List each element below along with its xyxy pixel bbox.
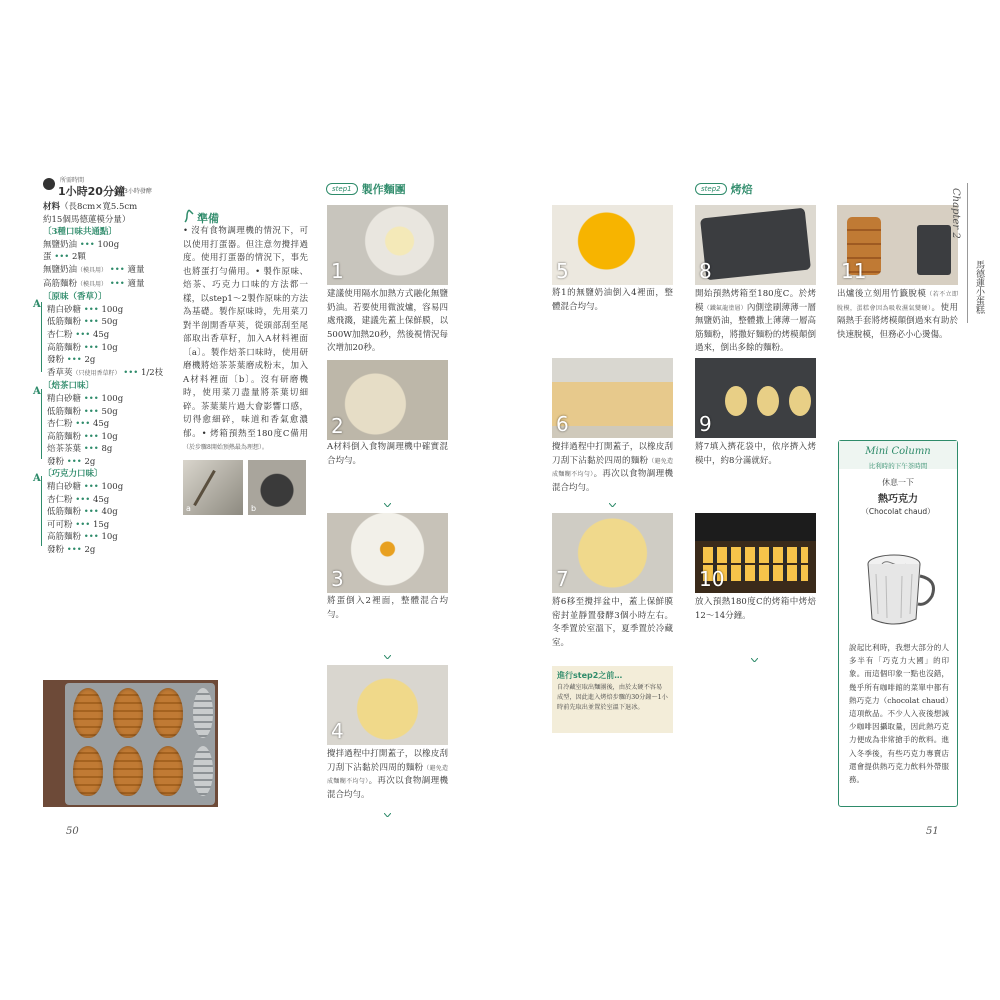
ingredient-name: 發粉 xyxy=(47,456,65,467)
time-extra: ＋3小時發酵 xyxy=(118,188,152,195)
ingredient-row xyxy=(47,481,178,494)
ingredient-amount: 適量 xyxy=(127,278,145,289)
ingredient-amount: 2顆 xyxy=(71,252,86,263)
ingredient-row xyxy=(47,304,178,317)
chapter-title: 馬德蓮小蛋糕 xyxy=(974,260,984,314)
ingredient-row xyxy=(43,251,178,264)
arrow-down-icon xyxy=(751,658,758,662)
caption-text: 將7填入擠花袋中，依序擠入烤模中，約8分滿就好。 xyxy=(695,442,816,466)
madeleine-cake xyxy=(113,688,143,738)
common-header: 〔3種口味共通點〕 xyxy=(43,227,117,238)
baking-tray xyxy=(700,208,811,281)
ingredient-amount: 100g xyxy=(101,393,124,404)
step-photo-2 xyxy=(327,360,448,440)
photo-b-label: b xyxy=(251,504,257,513)
step-photo-7 xyxy=(552,513,673,593)
column-body: 說起比利時，我想大部分的人多半有「巧克力大國」的印象。而這個印象一點也沒錯，幾乎所有咖啡館的菜單中都有熱巧克力（chocolat chaud）這項飲品。不少人入夜後想減少咖啡因攝取量，因此熱巧克力便成為非常搶手的飲料。進入冬季後，有些巧克力專賣店還會提供熱巧克力飲料外帶服務。 xyxy=(849,643,949,785)
ingredient-row xyxy=(47,393,178,406)
madeleine-cake xyxy=(153,746,183,796)
caption-note: （若不立即脫模，蛋糕會因為吸收濕氣變硬） xyxy=(837,291,958,312)
step-caption-6 xyxy=(552,441,673,495)
ingredient-name: 蛋 xyxy=(43,252,52,263)
mark-a-tea: A xyxy=(33,386,41,397)
step-photo-1 xyxy=(327,205,448,285)
ingredient-amount: 100g xyxy=(101,482,124,493)
original-header: 〔原味（香草）〕 xyxy=(43,292,107,303)
step1-title: 製作麵團 xyxy=(361,183,406,196)
caption-text: 出爐後立刻用竹籤脫模 xyxy=(837,289,927,299)
prep-title: 準備 xyxy=(197,212,219,225)
prep-photo-b xyxy=(248,460,306,515)
caption-text: 建議使用隔水加熱方式融化無鹽奶油。若要使用微波爐，容易四處飛濺，建議先蓋上保鮮膜，以500W加熱20秒，然後視情況每次增加20秒。 xyxy=(327,289,448,353)
caption-note: （鐵氟龍塗層） xyxy=(703,304,747,312)
ingredient-row xyxy=(47,531,178,544)
leader-dots: ••• xyxy=(72,519,93,530)
page-number-left: 50 xyxy=(66,826,79,837)
step-photo-11 xyxy=(837,205,958,285)
ingredient-list xyxy=(43,201,178,557)
leader-dots: ••• xyxy=(107,278,128,289)
mark-a-original: A xyxy=(33,299,41,310)
step-number-10: 10 xyxy=(699,567,725,591)
step2-header xyxy=(695,181,753,197)
yield: 約15個馬德蓮模分量） xyxy=(43,214,131,225)
step-caption-2 xyxy=(327,441,448,468)
column-title-fr: （Chocolat chaud） xyxy=(861,507,935,516)
step-photo-5 xyxy=(552,205,673,285)
step-photo-4 xyxy=(327,665,448,745)
leader-dots: ••• xyxy=(64,355,85,366)
madeleine-cake xyxy=(73,688,103,738)
leader-dots: ••• xyxy=(64,545,85,556)
mould-edge xyxy=(917,225,951,275)
ingredient-amount: 10g xyxy=(101,431,118,442)
ingredient-row xyxy=(47,367,178,381)
step-number-4: 4 xyxy=(331,719,344,743)
arrow-down-icon xyxy=(384,503,391,507)
ingredient-note: （模具用） xyxy=(77,266,108,274)
batter-3 xyxy=(789,386,811,416)
madeleine-cake xyxy=(153,688,183,738)
ingredient-name: 低筋麵粉 xyxy=(47,317,82,328)
tip-box xyxy=(552,666,673,733)
leader-dots: ••• xyxy=(81,507,102,518)
ingredient-row xyxy=(47,456,178,469)
leader-dots: ••• xyxy=(120,367,141,378)
arrow-down-icon xyxy=(609,503,616,507)
step-photo-3 xyxy=(327,513,448,593)
ingredient-name: 高筋麵粉 xyxy=(47,532,82,543)
step1-badge: step1 xyxy=(326,183,358,195)
ingredient-row xyxy=(43,239,178,252)
column-rest: 休息一下 xyxy=(882,478,914,487)
step2-badge: step2 xyxy=(695,183,727,195)
ingredient-row xyxy=(47,418,178,431)
caption-text: 將6移至攪拌盆中，蓋上保鮮膜密封並靜置發酵3個小時左右。冬季置於室溫下，夏季置於冷藏室。 xyxy=(552,597,673,648)
ingredient-name: 低筋麵粉 xyxy=(47,507,82,518)
ingredient-row xyxy=(47,431,178,444)
leader-dots: ••• xyxy=(51,252,72,263)
leader-dots: ••• xyxy=(81,482,102,493)
ingredient-amount: 50g xyxy=(101,317,118,328)
ingredient-row xyxy=(47,354,178,367)
step-caption-1 xyxy=(327,288,448,356)
ingredient-name: 可可粉 xyxy=(47,519,73,530)
caption-end: 。再次以食物調理機混合均勻。 xyxy=(327,776,448,800)
ingredient-name: 高筋麵粉 xyxy=(47,342,82,353)
ingredient-row xyxy=(43,278,178,292)
size-note: （長8cm×寬5.5cm xyxy=(60,202,138,212)
ingredient-row xyxy=(47,494,178,507)
step-caption-9 xyxy=(695,441,816,468)
leader-dots: ••• xyxy=(64,456,85,467)
choc-header: 〔巧克力口味〕 xyxy=(43,469,103,480)
column-title: 熱巧克力 xyxy=(878,494,918,505)
step-caption-8 xyxy=(695,288,816,356)
bracket-choc xyxy=(41,476,42,546)
ingredient-name: 杏仁粉 xyxy=(47,494,73,505)
arrow-down-icon xyxy=(384,813,391,817)
ingredient-name: 精白砂糖 xyxy=(47,304,82,315)
step-number-1: 1 xyxy=(331,259,344,283)
ingredient-name: 無鹽奶油 xyxy=(43,239,78,250)
coffee-cup-illustration xyxy=(866,534,936,633)
ingredient-name: 杏仁粉 xyxy=(47,329,73,340)
ingredient-amount: 10g xyxy=(101,342,118,353)
ingredient-name: 發粉 xyxy=(47,545,65,556)
ingredient-name: 杏仁粉 xyxy=(47,419,73,430)
ingredient-name: 無鹽奶油 xyxy=(43,264,78,275)
leader-dots: ••• xyxy=(77,239,98,250)
ingredient-amount: 45g xyxy=(92,494,110,505)
column-script-title: Mini Column xyxy=(865,446,931,457)
ingredient-name: 精白砂糖 xyxy=(47,393,82,404)
step-photo-8 xyxy=(695,205,816,285)
ingredient-row xyxy=(47,316,178,329)
ingredient-name: 高筋麵粉 xyxy=(47,431,82,442)
ingredient-amount: 45g xyxy=(92,329,110,340)
chapter-divider xyxy=(967,183,968,323)
step-caption-11 xyxy=(837,288,958,342)
batter-1 xyxy=(725,386,747,416)
ingredient-row xyxy=(47,506,178,519)
empty-mould-cavity xyxy=(193,746,213,796)
ingredient-name: 發粉 xyxy=(47,355,65,366)
caption-end: 。再次以食物調理機混合均勻。 xyxy=(552,469,673,493)
empty-mould-cavity xyxy=(193,688,213,738)
step-number-3: 3 xyxy=(331,567,344,591)
caption-text: 攪拌過程中打開蓋子，以橡皮刮刀刮下沾黏於四周的麵粉 xyxy=(327,749,448,773)
ingredient-name: 精白砂糖 xyxy=(47,482,82,493)
mark-a-choc: A xyxy=(33,473,41,484)
prep-text: • 沒有食物調理機的情況下，可以使用打蛋器。但注意勿攪拌過度。使用打蛋器的情況下，事先也將蛋打勻備用。• 製作原味、焙茶、巧克力口味的方法都一樣，以step1～2製作原味的方法為基礎。製作原味時，先用菜刀對半剖開香草莢，從頭部刮至尾部取出香草籽，加入A材料裡面〔a〕。製作焙茶口味時，使用研磨機將焙茶茶葉磨成粉末，加入A材料裡面〔b〕。沒有研磨機時，使用菜刀盡量將茶葉切細碎。茶葉葉片過大會影響口感，切得愈細碎，味道和香氣愈濃郁。• 烤箱預熱至180度C備用 xyxy=(183,226,308,439)
ingredient-note: （只使用香草籽） xyxy=(72,369,121,377)
caption-text: 放入預熱180度C的烤箱中烤焙12～14分鐘。 xyxy=(695,597,816,621)
ingredient-amount: 15g xyxy=(92,519,110,530)
leader-dots: ••• xyxy=(81,317,102,328)
ingredient-amount: 適量 xyxy=(127,264,145,275)
leader-dots: ••• xyxy=(72,329,93,340)
ingredient-amount: 45g xyxy=(92,419,110,430)
leader-dots: ••• xyxy=(107,264,128,275)
ingredient-name: 香草莢 xyxy=(47,367,73,378)
bracket-tea xyxy=(41,389,42,459)
chapter-label: Chapter 2 xyxy=(950,188,961,239)
step-photo-10 xyxy=(695,513,816,593)
ingredient-row xyxy=(47,342,178,355)
ingredient-amount: 1/2枝 xyxy=(140,367,164,378)
step-number-2: 2 xyxy=(331,414,344,438)
tip-body: 自冷藏室取出麵團後，由於太硬不容易成型，因此進入烤焙步驟的30分鐘～1小時前先取出並置於室溫下退冰。 xyxy=(557,684,668,711)
ingredient-amount: 2g xyxy=(84,456,96,467)
ingredient-row xyxy=(43,264,178,278)
ingredient-amount: 50g xyxy=(101,406,118,417)
caption-text: 攪拌過程中打開蓋子，以橡皮刮刀刮下沾黏於四周的麵粉 xyxy=(552,442,673,466)
caption-text: 開始預熱烤箱至180度C。於烤模 xyxy=(695,289,816,313)
leader-dots: ••• xyxy=(81,444,102,455)
step-number-7: 7 xyxy=(556,567,569,591)
ingredient-amount: 8g xyxy=(101,444,113,455)
arrow-down-icon xyxy=(384,655,391,659)
ingredient-name: 低筋麵粉 xyxy=(47,406,82,417)
prep-body xyxy=(183,225,308,455)
ingredient-row xyxy=(47,406,178,419)
caption-end: 。使用隔熱手套將烤模顛倒過來有助於快速脫模，但務必小心燙傷。 xyxy=(837,302,958,340)
ingredient-row xyxy=(47,329,178,342)
caption-end: 內側塗刷薄薄一層無鹽奶油，整體撒上薄薄一層高筋麵粉，將撒好麵粉的烤模顛倒過來，倒出多餘的麵粉。 xyxy=(695,302,816,353)
page-number-right: 51 xyxy=(926,826,939,837)
leader-dots: ••• xyxy=(81,342,102,353)
leader-dots: ••• xyxy=(81,532,102,543)
ingredient-name: 高筋麵粉 xyxy=(43,278,78,289)
leader-dots: ••• xyxy=(81,393,102,404)
step-caption-10 xyxy=(695,596,816,623)
ingredient-amount: 100g xyxy=(97,239,120,250)
caption-note: （避免造成麵糊不均勻） xyxy=(327,764,448,785)
step-number-5: 5 xyxy=(556,259,569,283)
knife-shape xyxy=(193,470,216,506)
ingredient-row xyxy=(47,443,178,456)
step1-header xyxy=(326,181,406,197)
step-number-8: 8 xyxy=(699,259,712,283)
clock-icon xyxy=(43,178,55,190)
tip-title: 進行step2之前… xyxy=(557,671,623,680)
caption-text: A材料倒入食物調理機中確實混合均勻。 xyxy=(327,442,448,466)
photo-a-label: a xyxy=(186,504,191,513)
step-caption-3 xyxy=(327,595,448,622)
ingredient-amount: 2g xyxy=(84,355,96,366)
tea-header: 〔焙茶口味〕 xyxy=(43,381,95,392)
oven-cakes-row-1 xyxy=(703,547,808,563)
step-photo-9 xyxy=(695,358,816,438)
ingredient-amount: 100g xyxy=(101,304,124,315)
leader-dots: ••• xyxy=(81,431,102,442)
ingredient-amount: 2g xyxy=(84,545,96,556)
ingredient-amount: 40g xyxy=(101,507,118,518)
step-number-6: 6 xyxy=(556,412,569,436)
ingredients-title: 材料 xyxy=(43,202,61,212)
step-caption-7 xyxy=(552,596,673,650)
ingredient-amount: 10g xyxy=(101,532,118,543)
step-caption-5 xyxy=(552,287,673,314)
time-value: 1小時20分鐘 xyxy=(58,185,125,198)
step-caption-4 xyxy=(327,748,448,802)
ingredient-row xyxy=(47,519,178,532)
ingredient-name: 焙茶茶葉 xyxy=(47,444,82,455)
leader-dots: ••• xyxy=(72,419,93,430)
ingredient-row xyxy=(47,544,178,557)
column-subtitle: 比利時的下午茶時間 xyxy=(868,462,928,470)
madeleine-tray-photo xyxy=(43,680,218,807)
caption-note: （避免造成麵糊不均勻） xyxy=(552,457,673,478)
step-photo-6 xyxy=(552,358,673,438)
leader-dots: ••• xyxy=(81,304,102,315)
step-number-9: 9 xyxy=(699,412,712,436)
caption-text: 將1的無鹽奶油倒入4裡面，整體混合均勻。 xyxy=(552,288,673,312)
leader-dots: ••• xyxy=(72,494,93,505)
bracket-original xyxy=(41,302,42,372)
step2-title: 烤焙 xyxy=(730,183,753,196)
leader-dots: ••• xyxy=(81,406,102,417)
time-label: 所需時間 xyxy=(60,177,85,184)
mini-column-box xyxy=(838,440,958,807)
madeleine-cake xyxy=(73,746,103,796)
ingredient-note: （模具用） xyxy=(77,280,108,288)
prep-photo-a xyxy=(183,460,243,515)
step-number-11: 11 xyxy=(841,259,867,283)
batter-2 xyxy=(757,386,779,416)
caption-text: 將蛋倒入2裡面，整體混合均勻。 xyxy=(327,596,448,620)
madeleine-cake xyxy=(113,746,143,796)
prep-note: （於步驟8開始預熱最為理想）。 xyxy=(183,444,268,451)
